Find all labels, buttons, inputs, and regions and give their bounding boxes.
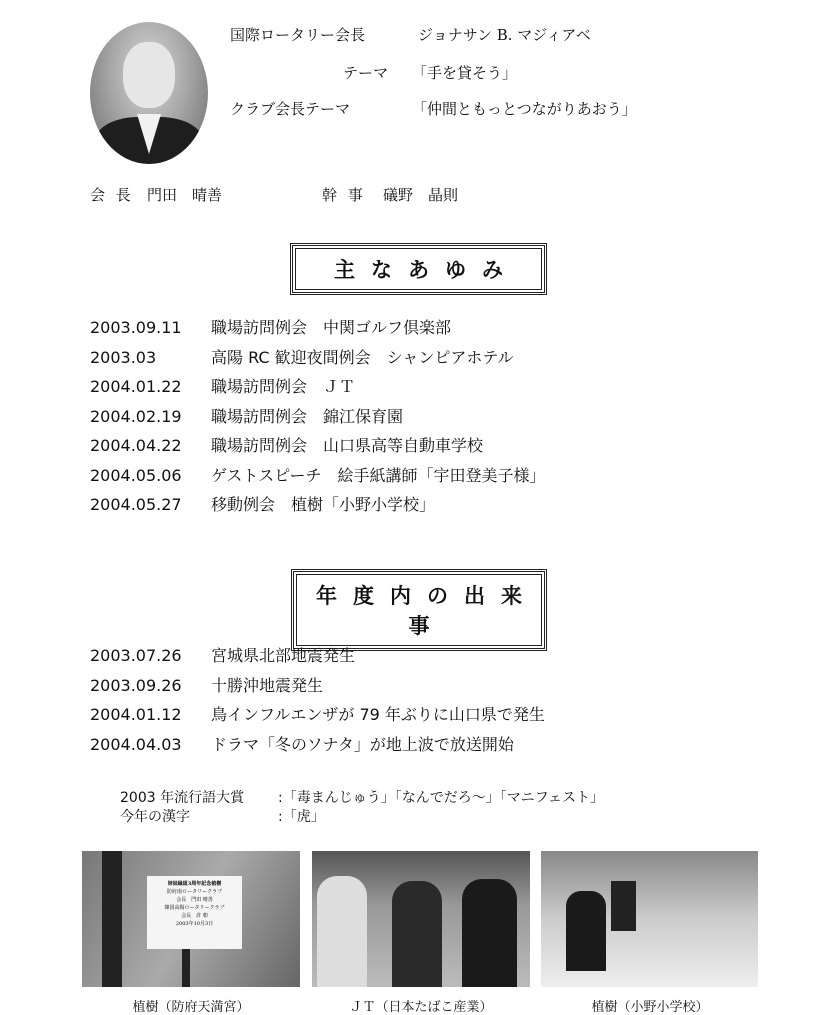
description: 高陽 RC 歓迎夜間例会 シャンピアホテル [211, 347, 514, 367]
date: 2004.05.27 [90, 495, 182, 514]
president-name: 門田 晴善 [147, 186, 223, 204]
activities-row [90, 374, 355, 396]
date: 2004.01.22 [90, 377, 182, 396]
president-label: 会 長 [90, 186, 131, 204]
secretary-name: 礒野 晶則 [383, 186, 459, 204]
description: 職場訪問例会 山口県高等自動車学校 [211, 436, 484, 455]
description: 宮城県北部地震発生 [211, 646, 356, 665]
description: 職場訪問例会 錦江保育園 [211, 406, 404, 426]
activities-row [90, 492, 435, 514]
description: ドラマ「冬のソナタ」が地上波で放送開始 [211, 734, 514, 754]
description: 職場訪問例会 中関ゴルフ倶楽部 [211, 318, 452, 337]
president-portrait [90, 22, 208, 164]
date: 2004.01.12 [90, 705, 182, 724]
date: 2004.04.22 [90, 436, 182, 455]
kanji-label: 今年の漢字 [120, 809, 190, 825]
buzzword-label: 2003 年流行語大賞 [120, 790, 245, 806]
date: 2003.09.26 [90, 675, 182, 695]
ri-president-label: 国際ロータリー会長 [230, 26, 366, 44]
date: 2004.05.06 [90, 465, 182, 485]
ri-president-name: ジョナサン B. マジィアベ [418, 26, 591, 44]
date: 2004.04.03 [90, 734, 182, 754]
activities-title: 主なあゆみ [290, 243, 547, 295]
photo-caption: 植樹（小野小学校） [591, 1000, 709, 1015]
photo-tree-planting-ono [541, 851, 758, 987]
events-row [90, 732, 514, 754]
photo-tree-planting-hofu [82, 851, 300, 987]
secretary-label: 幹 事 [322, 186, 363, 204]
events-row [90, 673, 323, 695]
club-theme: 「仲間ともっとつながりあおう」 [412, 100, 637, 118]
events-row [90, 643, 355, 665]
description: 移動例会 植樹「小野小学校」 [211, 495, 436, 514]
club-theme-label: クラブ会長テーマ [230, 100, 351, 118]
kanji-value: :「虎」 [278, 809, 325, 825]
memorial-sign: 姉妹縁組3周年記念植樹 防府南ロータリークラブ 会長 門田 晴善 韓国高陽ロータリークラブ 会長 許 朝 2003年10月3日 [147, 876, 242, 949]
description: 鳥インフルエンザが 79 年ぶりに山口県で発生 [211, 705, 545, 724]
buzzword-value: :「毒まんじゅう」「なんでだろ～」「マニフェスト」 [278, 790, 605, 806]
description: 職場訪問例会 ＪＴ [211, 377, 356, 396]
date: 2003.09.11 [90, 318, 182, 337]
activities-row [90, 404, 403, 426]
date: 2004.02.19 [90, 406, 182, 426]
activities-row [90, 345, 514, 367]
activities-row [90, 315, 451, 337]
photo-caption: ＪＴ（日本たばこ産業） [349, 1000, 493, 1015]
theme: 「手を貸そう」 [412, 64, 518, 82]
activities-row [90, 463, 546, 485]
activities-row [90, 433, 483, 455]
date: 2003.07.26 [90, 646, 182, 665]
date: 2003.03 [90, 347, 157, 367]
events-row [90, 702, 545, 724]
photo-caption: 植樹（防府天満宮） [132, 1000, 250, 1015]
description: 十勝沖地震発生 [211, 675, 324, 695]
photo-jt-visit [312, 851, 530, 987]
events-title: 年度内の出来事 [291, 569, 547, 651]
theme-label: テーマ [343, 64, 389, 82]
description: ゲストスピーチ 絵手紙講師「宇田登美子様」 [211, 465, 546, 485]
